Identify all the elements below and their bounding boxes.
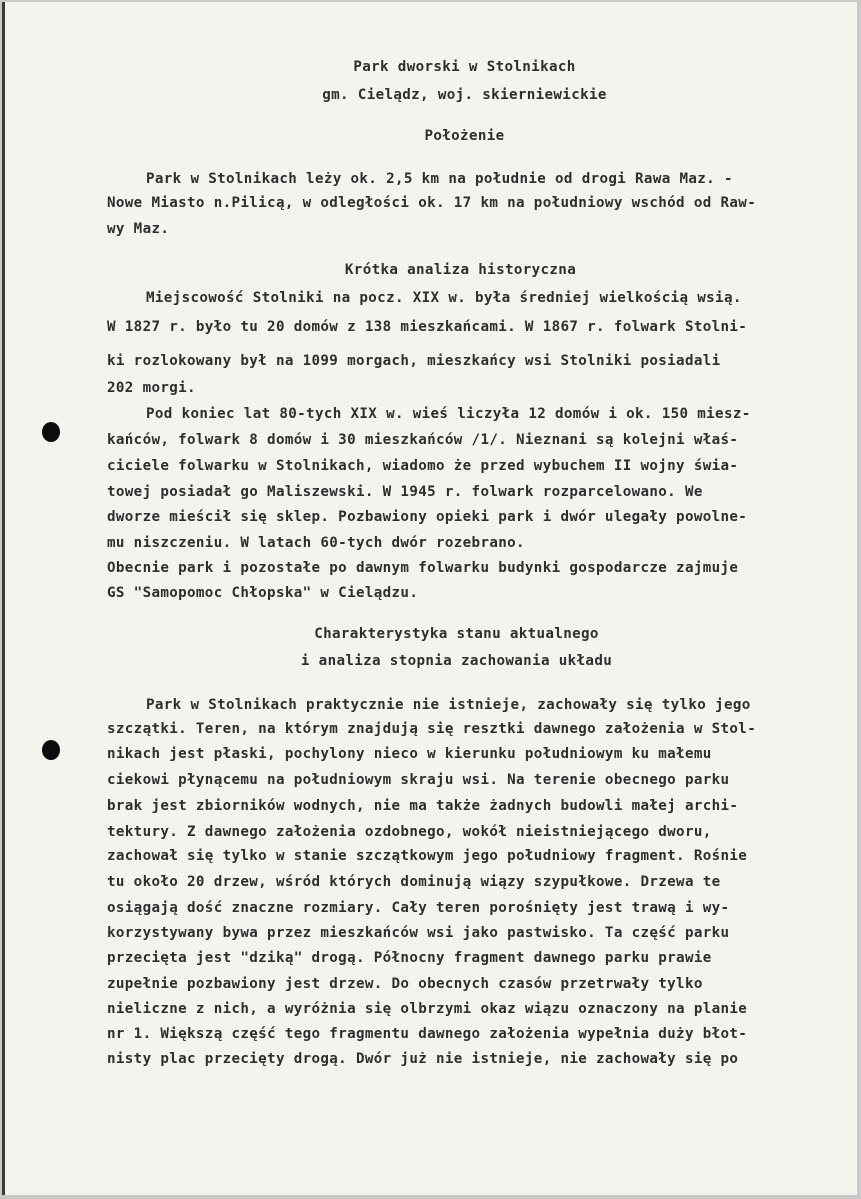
characteristics-line: szczątki. Teren, na którym znajdują się resztki dawnego założenia w Stol- (107, 721, 757, 737)
characteristics-line: tektury. Z dawnego założenia ozdobnego, wokół nieistniejącego dworu, (107, 824, 712, 840)
characteristics-line: tu około 20 drzew, wśród których dominują wiązy szypułkowe. Drzewa te (107, 874, 721, 890)
history-line: ki rozlokowany był na 1099 morgach, mieszkańcy wsi Stolniki posiadali (107, 353, 721, 369)
characteristics-line: przecięta jest "dziką" drogą. Północny fragment dawnego parku prawie (107, 950, 712, 966)
history-line: GS "Samopomoc Chłopska" w Cielądzu. (107, 585, 419, 601)
characteristics-line: nr 1. Większą część tego fragmentu dawnego założenia wypełnia duży błot- (107, 1026, 748, 1042)
punch-hole-upper (42, 422, 60, 442)
history-line: towej posiadał go Maliszewski. W 1945 r. folwark rozparcelowano. We (107, 484, 703, 500)
characteristics-line: Park w Stolnikach praktycznie nie istnieje, zachowały się tylko jego (146, 697, 751, 713)
characteristics-line: nisty plac przecięty drogą. Dwór już nie istnieje, nie zachowały się po (107, 1051, 739, 1067)
characteristics-line: osiągają dość znaczne rozmiary. Cały teren porośnięty jest trawą i wy- (107, 900, 730, 916)
location-line: Nowe Miasto n.Pilicą, w odległości ok. 17 km na południowy wschód od Raw- (107, 195, 757, 211)
characteristics-line: brak jest zbiorników wodnych, nie ma także żadnych budowli małej archi- (107, 798, 739, 814)
section-heading-characteristics-1: Charakterystyka stanu aktualnego (314, 626, 599, 642)
location-line: wy Maz. (107, 221, 170, 237)
characteristics-line: zupełnie pozbawiony jest drzew. Do obecnych czasów przetrwały tylko (107, 976, 703, 992)
punch-hole-lower (42, 740, 60, 760)
document-page (2, 2, 857, 1195)
characteristics-line: zachował się tylko w stanie szczątkowym jego południowy fragment. Rośnie (107, 848, 748, 864)
location-line: Park w Stolnikach leży ok. 2,5 km na południe od drogi Rawa Maz. - (146, 171, 733, 187)
history-line: W 1827 r. było tu 20 domów z 138 mieszkańcami. W 1867 r. folwark Stolni- (107, 319, 748, 335)
history-line: Obecnie park i pozostałe po dawnym folwarku budynki gospodarcze zajmuje (107, 560, 739, 576)
characteristics-line: nikach jest płaski, pochylony nieco w kierunku południowym ku małemu (107, 746, 712, 762)
history-line: dworze mieścił się sklep. Pozbawiony opieki park i dwór ulegały powolne- (107, 509, 748, 525)
history-line: mu niszczeniu. W latach 60-tych dwór rozebrano. (107, 535, 525, 551)
history-line: ciciele folwarku w Stolnikach, wiadomo że przed wybuchem II wojny świa- (107, 458, 739, 474)
document-subtitle: gm. Cielądz, woj. skierniewickie (322, 87, 607, 103)
characteristics-line: nieliczne z nich, a wyróżnia się olbrzymi okaz wiązu oznaczony na planie (107, 1001, 748, 1017)
document-title: Park dworski w Stolnikach (353, 59, 576, 75)
section-heading-location: Położenie (424, 128, 505, 144)
characteristics-line: ciekowi płynącemu na południowym skraju wsi. Na terenie obecnego parku (107, 772, 730, 788)
history-line: Miejscowość Stolniki na pocz. XIX w. była średniej wielkością wsią. (146, 290, 742, 306)
section-heading-history: Krótka analiza historyczna (344, 262, 577, 278)
history-line: Pod koniec lat 80-tych XIX w. wieś liczyła 12 domów i ok. 150 miesz- (146, 406, 751, 422)
characteristics-line: korzystywany bywa przez mieszkańców wsi jako pastwisko. Ta część parku (107, 925, 730, 941)
section-heading-characteristics-2: i analiza stopnia zachowania układu (300, 653, 613, 669)
history-line: 202 morgi. (107, 380, 196, 396)
history-line: kańców, folwark 8 domów i 30 mieszkańców /1/. Nieznani są kolejni właś- (107, 432, 739, 448)
